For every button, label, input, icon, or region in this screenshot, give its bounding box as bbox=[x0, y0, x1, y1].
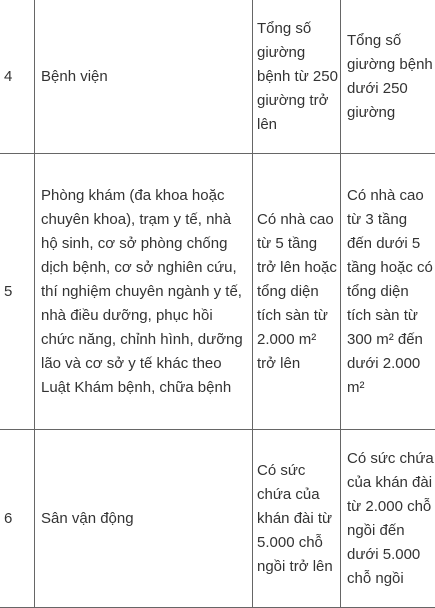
row-number: 6 bbox=[0, 430, 35, 608]
criteria-lower: Tổng số giường bệnh dưới 250 giường bbox=[341, 0, 435, 154]
criteria-upper: Tổng số giường bệnh từ 250 giường trở lên bbox=[253, 0, 341, 154]
criteria-upper: Có sức chứa của khán đài từ 5.000 chỗ ngồi trở lên bbox=[253, 430, 341, 608]
row-number: 4 bbox=[0, 0, 35, 154]
criteria-lower: Có nhà cao từ 3 tầng đến dưới 5 tầng hoặc có tổng diện tích sàn từ 300 m² đến dưới 2.000 m² bbox=[341, 154, 435, 430]
table-row bbox=[0, 0, 435, 154]
criteria-lower: Có sức chứa của khán đài từ 2.000 chỗ ngồi đến dưới 5.000 chỗ ngồi bbox=[341, 430, 435, 608]
facility-type: Bệnh viện bbox=[35, 0, 253, 154]
table-row bbox=[0, 154, 435, 430]
criteria-upper: Có nhà cao từ 5 tầng trở lên hoặc tổng diện tích sàn từ 2.000 m² trở lên bbox=[253, 154, 341, 430]
row-number: 5 bbox=[0, 154, 35, 430]
facility-type: Sân vận động bbox=[35, 430, 253, 608]
table-row bbox=[0, 430, 435, 608]
facility-type: Phòng khám (đa khoa hoặc chuyên khoa), trạm y tế, nhà hộ sinh, cơ sở phòng chống dịch bệnh, cơ sở nghiên cứu, thí nghiệm chuyên ngành y tế, nhà điều dưỡng, phục hồi chức năng, chỉnh hình, dưỡng lão và cơ sở y tế khác theo Luật Khám bệnh, chữa bệnh bbox=[35, 154, 253, 430]
